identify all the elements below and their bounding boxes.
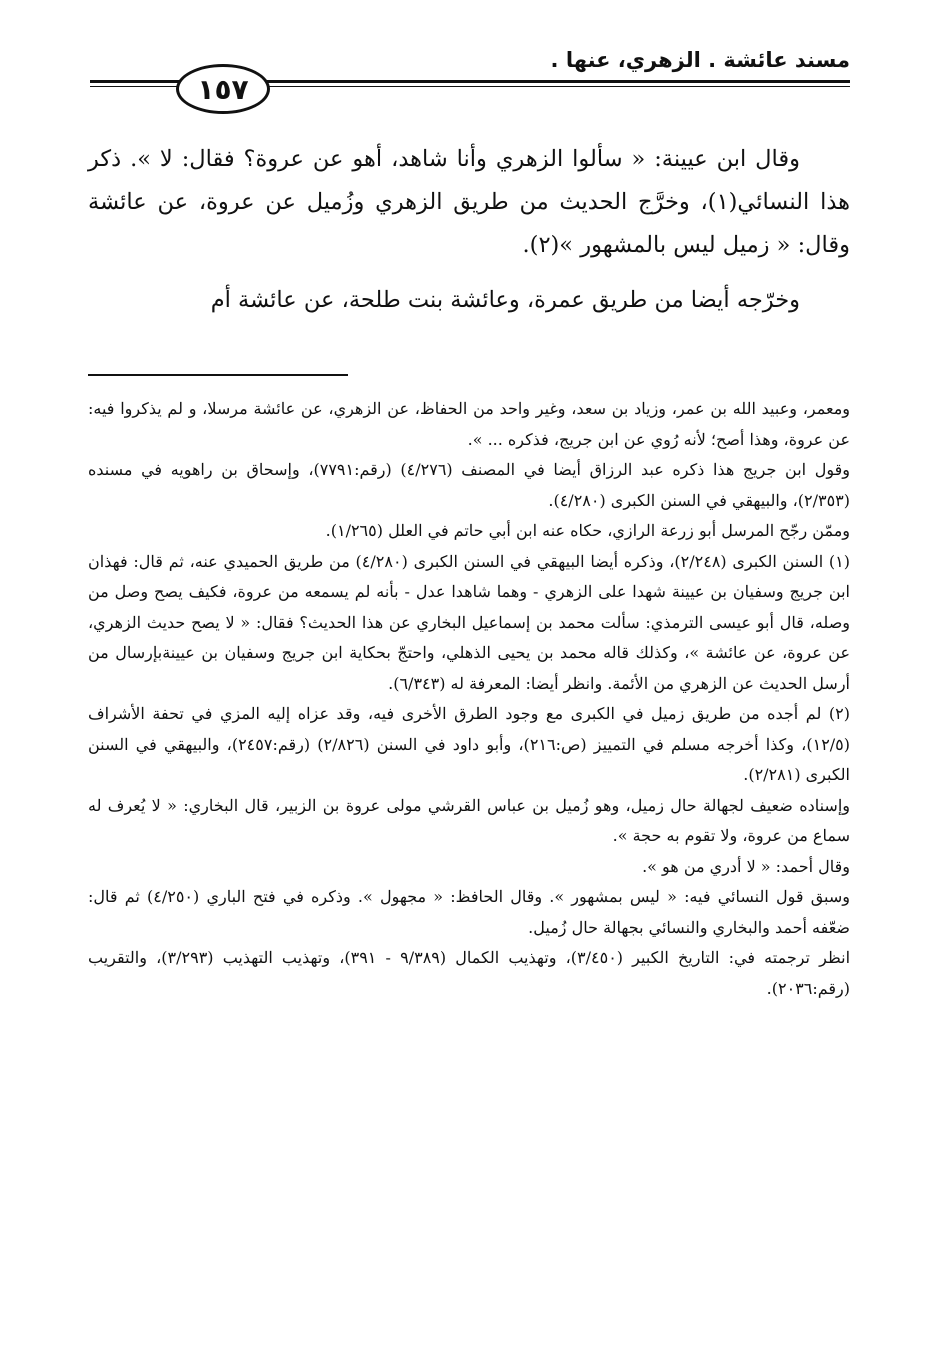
- footnote-2: (٢) لم أجده من طريق زميل في الكبرى مع وجود الطرق الأخرى فيه، وقد عزاه إليه المزي في تحفة الأشراف (١٢/٥)، وكذا أخرجه مسلم في التمييز (ص:٢١٦)، وأبو داود في السنن (٢/٨٢٦) (رقم:٢٤٥٧)، والبيهقي في السنن الكبرى (٢/٢٨١).: [88, 704, 851, 784]
- main-paragraph: وخرّجه أيضا من طريق عمرة، وعائشة بنت طلحة، عن عائشة أم: [210, 287, 800, 313]
- running-title: مسند عائشة . الزهري، عنها .: [550, 48, 850, 72]
- main-paragraph: وقال ابن عيينة: « سألوا الزهري وأنا شاهد، أهو عن عروة؟ فقال: لا ». ذكر هذا النسائي(١)، وخرَّج الحديث من طريق الزهري وزُميل عن عروة، عن عائشة وقال: « زميل ليس بالمشهور »(٢).: [88, 146, 850, 258]
- footnote-2-paragraph: انظر ترجمته في: التاريخ الكبير (٣/٤٥٠)، وتهذيب الكمال (٩/٣٨٩ - ٣٩١)، وتهذيب التهذيب (٣/٢٩٣)، والتقريب (رقم:٢٠٣٦).: [88, 948, 851, 998]
- page-number: ١٥٧: [176, 64, 270, 114]
- footnotes: [88, 394, 850, 1004]
- footnote-1: (١) السنن الكبرى (٢/٢٤٨)، وذكره أيضا البيهقي في السنن الكبرى (٤/٢٨٠) من طريق الحميدي عنه، ثم قال: فهذان ابن جريج وسفيان بن عيينة شهدا على الزهري - وهما شاهدا عدل - بأنه لم يسمعه من عروة، فكيف يصح وصل من وصله، قال أبو عيسى الترمذي: سألت محمد بن إسماعيل البخاري عن هذا الحديث؟ فقال: « لا يصح حديث الزهري، عن عروة، عن عائشة »، وكذلك قاله محمد بن يحيى الذهلي، واحتجّ بحكاية ابن جريج وسفيان بن عيينةبإرسال من أرسل الحديث عن الزهري من الأئمة. وانظر أيضا: المعرفة له (٦/٣٤٣).: [88, 551, 851, 693]
- footnote-2-paragraph: وقال أحمد: « لا أدري من هو ».: [642, 856, 850, 876]
- footnote-separator: [88, 374, 348, 376]
- footnote-2-paragraph: وإسناده ضعيف لجهالة حال زميل، وهو زُميل بن عباس القرشي مولى عروة بن الزبير، قال البخاري: « لا يُعرف له سماع من عروة، ولا تقوم به حجة ».: [88, 795, 850, 845]
- footnote-2-paragraph: وسبق قول النسائي فيه: « ليس بمشهور ». وقال الحافظ: « مجهول ». وذكره في فتح الباري (٤/٢٥٠) ثم قال: ضعّفه أحمد والبخاري والنسائي بجهالة حال زُميل.: [88, 887, 850, 937]
- footnote-continuation: ومعمر، وعبيد الله بن عمر، وزياد بن سعد، وغير واحد من الحفاظ، عن الزهري، عن عائشة مرسلا، و لم يذكروا فيه: عن عروة، وهذا أصح؛ لأنه رُوي عن ابن جريج، فذكره ... ».: [88, 399, 850, 449]
- footnote-continuation: وممّن رجّح المرسل أبو زرعة الرازي، حكاه عنه ابن أبي حاتم في العلل (١/٢٦٥).: [325, 521, 850, 540]
- page-header: [90, 30, 850, 120]
- footnote-continuation: وقول ابن جريج هذا ذكره عبد الرزاق أيضا في المصنف (٤/٢٧٦) (رقم:٧٧٩١)، وإسحاق بن راهويه في مسنده (٢/٣٥٣)، والبيهقي في السنن الكبرى (٤/٢٨٠).: [88, 460, 851, 510]
- main-text: [88, 138, 850, 334]
